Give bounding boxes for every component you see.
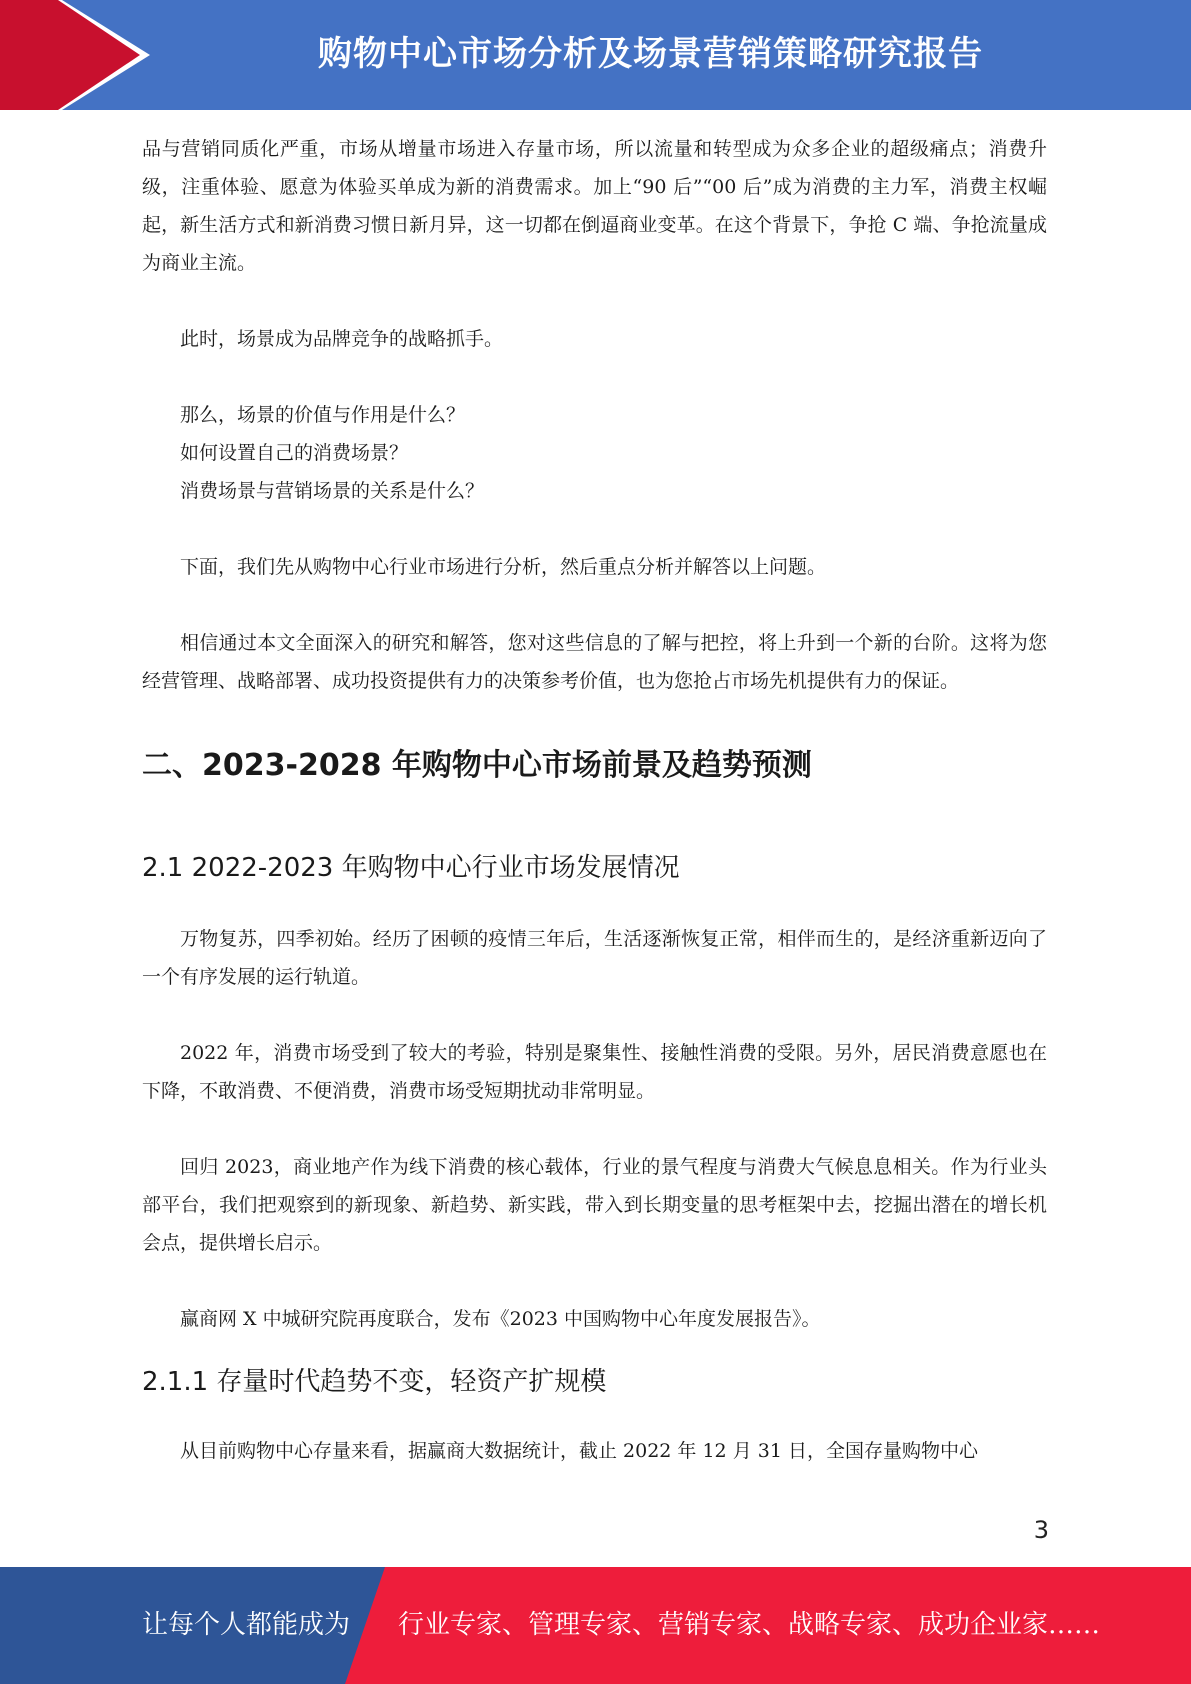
paragraph: 品与营销同质化严重，市场从增量市场进入存量市场，所以流量和转型成为众多企业的超级痛点；消费升级，注重体验、愿意为体验买单成为新的消费需求。加上“90 后”“00 后”成为消费的主力军，消费主权崛起，新生活方式和新消费习惯日新月异，这一切都在倒逼商业变革。在这个背景下，争抢 C 端、争抢流量成为商业主流。 (142, 138, 1047, 274)
paragraph: 回归 2023，商业地产作为线下消费的核心载体，行业的景气程度与消费大气候息息相关。作为行业头部平台，我们把观察到的新现象、新趋势、新实践，带入到长期变量的思考框架中去，挖掘出潜在的增长机会点，提供增长启示。 (142, 1156, 1047, 1254)
paragraph: 相信通过本文全面深入的研究和解答，您对这些信息的了解与把控，将上升到一个新的台阶。这将为您经营管理、战略部署、成功投资提供有力的决策参考价值，也为您抢占市场先机提供有力的保证。 (142, 632, 1047, 692)
paragraph: 下面，我们先从购物中心行业市场进行分析，然后重点分析并解答以上问题。 (180, 556, 827, 578)
header-chevron-decoration (0, 0, 160, 110)
subsection-heading: 2.1 2022-2023 年购物中心行业市场发展情况 (142, 853, 680, 883)
paragraph: 从目前购物中心存量来看，据赢商大数据统计，截止 2022 年 12 月 31 日，全国存量购物中心 (180, 1440, 978, 1462)
paragraph: 此时，场景成为品牌竞争的战略抓手。 (180, 328, 504, 350)
document-body (142, 130, 1047, 1470)
paragraph: 万物复苏，四季初始。经历了困顿的疫情三年后，生活逐渐恢复正常，相伴而生的，是经济重新迈向了一个有序发展的运行轨道。 (142, 928, 1047, 988)
footer-slogan-left: 让每个人都能成为 (142, 1610, 351, 1640)
question-line: 如何设置自己的消费场景？ (180, 442, 409, 464)
footer-slogan-right: 行业专家、管理专家、营销专家、战略专家、成功企业家…… (398, 1610, 1101, 1640)
paragraph: 2022 年，消费市场受到了较大的考验，特别是聚集性、接触性消费的受限。另外，居民消费意愿也在下降，不敢消费、不便消费，消费市场受短期扰动非常明显。 (142, 1042, 1047, 1102)
paragraph: 赢商网 X 中城研究院再度联合，发布《2023 中国购物中心年度发展报告》。 (180, 1308, 821, 1330)
section-heading: 二、2023-2028 年购物中心市场前景及趋势预测 (142, 748, 812, 783)
report-title: 购物中心市场分析及场景营销策略研究报告 (318, 34, 983, 74)
question-line: 那么，场景的价值与作用是什么？ (180, 404, 466, 426)
question-line: 消费场景与营销场景的关系是什么？ (180, 480, 485, 502)
page-number: 3 (1033, 1516, 1049, 1544)
subsubsection-heading: 2.1.1 存量时代趋势不变，轻资产扩规模 (142, 1367, 607, 1397)
